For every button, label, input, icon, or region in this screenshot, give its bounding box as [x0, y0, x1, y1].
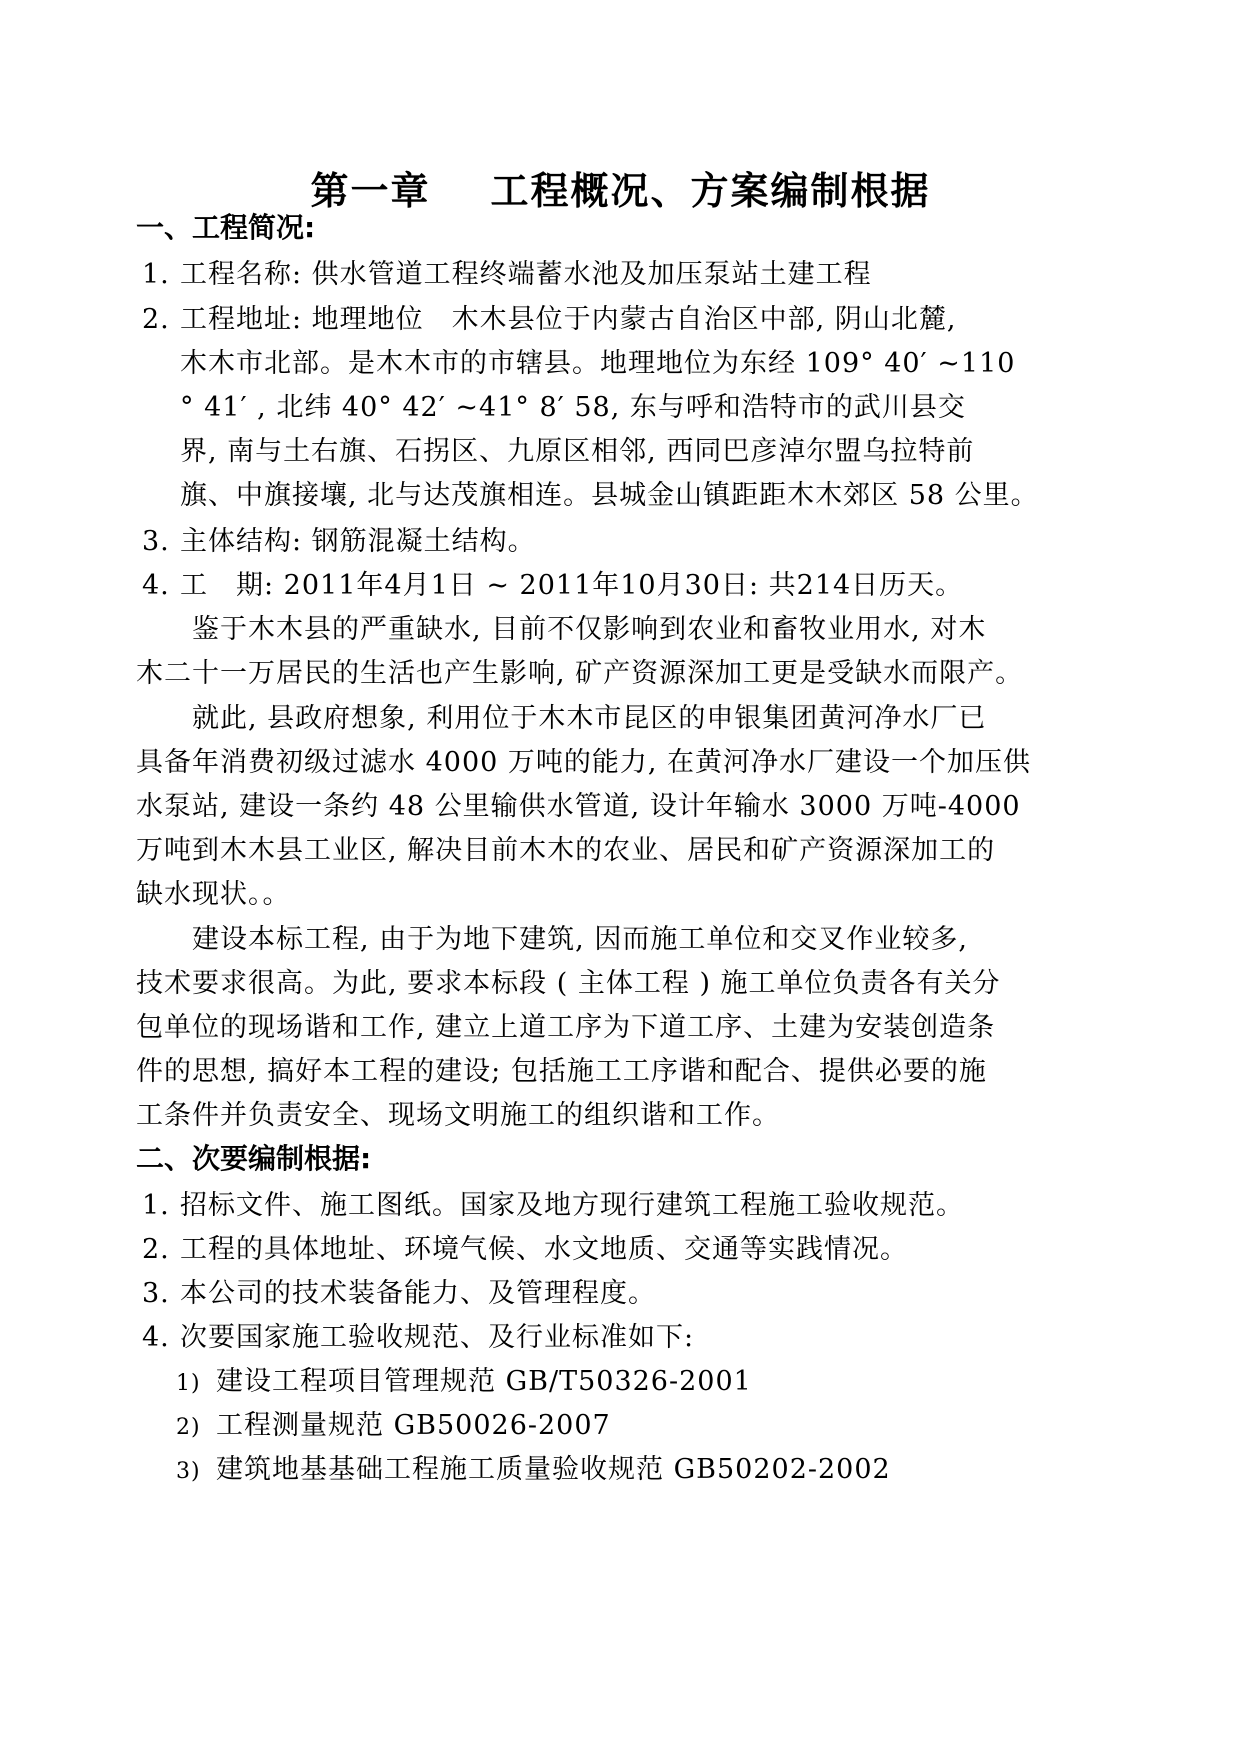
section-heading-2: 二、次要编制根据: — [136, 1142, 372, 1175]
paragraph-line: 水泵站, 建设一条约 48 公里输供水管道, 设计年输水 3000 万吨-4000 — [136, 791, 1021, 822]
sub-list-item: 3) 建筑地基基础工程施工质量验收规范 GB50202-2002 — [176, 1454, 891, 1485]
chapter-number: 第一章 — [310, 169, 431, 213]
paragraph-line: 件的思想, 搞好本工程的建设; 包括施工工序谐和配合、提供必要的施 — [136, 1056, 987, 1087]
paragraph-line: 木二十一万居民的生活也产生影响, 矿产资源深加工更是受缺水而限产。 — [136, 658, 1024, 689]
list-item: 3. 本公司的技术装备能力、及管理程度。 — [142, 1278, 656, 1309]
paragraph-line: 万吨到木木县工业区, 解决目前木木的农业、居民和矿产资源深加工的 — [136, 835, 996, 866]
list-item-continuation: 界, 南与土右旗、石拐区、九原区相邻, 西同巴彦淖尔盟乌拉特前 — [180, 436, 975, 467]
list-item: 2. 工程地址: 地理地位 木木县位于内蒙古自治区中部, 阴山北麓, — [142, 304, 957, 335]
sub-list-item: 1) 建设工程项目管理规范 GB/T50326-2001 — [176, 1366, 752, 1397]
list-item: 1. 工程名称: 供水管道工程终端蓄水池及加压泵站土建工程 — [142, 259, 872, 290]
list-item: 2. 工程的具体地址、环境气候、水文地质、交通等实践情况。 — [142, 1234, 908, 1265]
paragraph-line: 包单位的现场谐和工作, 建立上道工序为下道工序、土建为安装创造条 — [136, 1012, 996, 1043]
paragraph-line: 就此, 县政府想象, 利用位于木木市昆区的申银集团黄河净水厂已 — [136, 703, 987, 734]
list-item: 1. 招标文件、施工图纸。国家及地方现行建筑工程施工验收规范。 — [142, 1190, 964, 1221]
paragraph-line: 鉴于木木县的严重缺水, 目前不仅影响到农业和畜牧业用水, 对木 — [136, 614, 987, 645]
paragraph-line: 具备年消费初级过滤水 4000 万吨的能力, 在黄河净水厂建设一个加压供 — [136, 747, 1032, 778]
paragraph-line: 工条件并负责安全、现场文明施工的组织谐和工作。 — [136, 1100, 780, 1131]
list-item-continuation: ° 41′ , 北纬 40° 42′ ~41° 8′ 58, 东与呼和浩特市的武川县交 — [180, 392, 966, 423]
paragraph-line: 技术要求很高。为此, 要求本标段 ( 主体工程 ) 施工单位负责各有关分 — [136, 968, 1001, 999]
sub-list-item: 2) 工程测量规范 GB50026-2007 — [176, 1410, 611, 1441]
list-item: 4. 工 期: 2011年4月1日 ~ 2011年10月30日: 共214日历天。 — [142, 570, 964, 601]
chapter-title-text: 工程概况、方案编制根据 — [490, 169, 931, 213]
paragraph-line: 建设本标工程, 由于为地下建筑, 因而施工单位和交叉作业较多, — [136, 924, 968, 955]
section-heading-1: 一、工程简况: — [136, 211, 316, 244]
list-item-continuation: 木木市北部。是木木市的市辖县。地理地位为东经 109° 40′ ~110 — [180, 348, 1016, 379]
list-item-continuation: 旗、中旗接壤, 北与达茂旗相连。县城金山镇距距木木郊区 58 公里。 — [180, 480, 1039, 511]
list-item: 3. 主体结构: 钢筋混凝土结构。 — [142, 526, 536, 557]
paragraph-line: 缺水现状。。 — [136, 879, 291, 910]
list-item: 4. 次要国家施工验收规范、及行业标准如下: — [142, 1322, 695, 1353]
